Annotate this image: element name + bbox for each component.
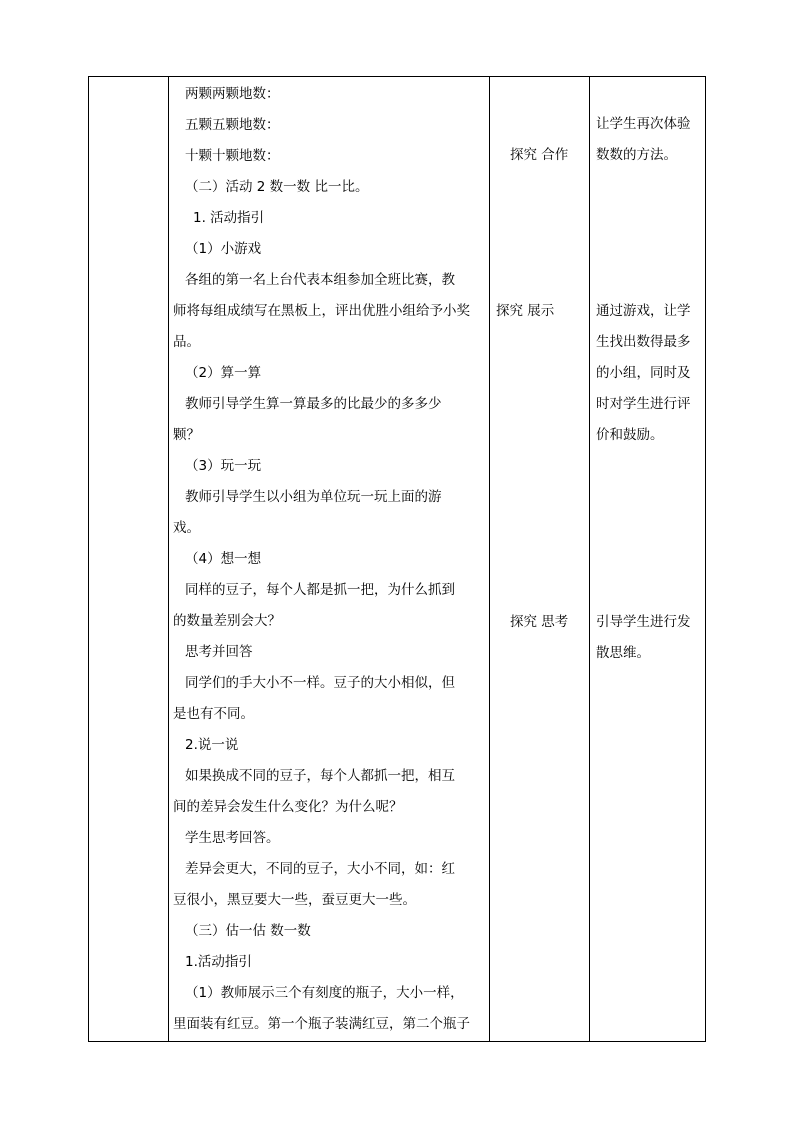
content-line: 思考并回答 <box>185 644 253 660</box>
content-line: 1. 活动指引 <box>193 210 265 226</box>
content-line: 两颗两颗地数： <box>185 86 280 102</box>
content-line: （1）小游戏 <box>185 241 262 257</box>
purpose-note-line: 时对学生进行评 <box>596 396 691 412</box>
content-line: 的数量差别会大？ <box>173 613 281 629</box>
method-label: 探究 思考 <box>510 614 569 630</box>
purpose-note-line: 通过游戏，让学 <box>596 303 691 319</box>
purpose-note-line: 价和鼓励。 <box>596 427 664 443</box>
content-line: 品。 <box>173 334 200 350</box>
content-line: 教师引导学生以小组为单位玩一玩上面的游 <box>185 489 442 505</box>
content-line: （1）教师展示三个有刻度的瓶子，大小一样， <box>185 985 464 1001</box>
purpose-note-line: 散思维。 <box>596 645 650 661</box>
content-line: （4）想一想 <box>185 551 262 567</box>
content-line: 是也有不同。 <box>173 706 254 722</box>
content-line: 差异会更大，不同的豆子，大小不同，如：红 <box>185 861 455 877</box>
purpose-note-line: 的小组，同时及 <box>596 365 691 381</box>
content-line: （2）算一算 <box>185 365 262 381</box>
content-line: 十颗十颗地数： <box>185 148 280 164</box>
content-line: 里面装有红豆。第一个瓶子装满红豆，第二个瓶子 <box>173 1016 470 1032</box>
content-line: （3）玩一玩 <box>185 458 262 474</box>
content-line: （三）估一估 数一数 <box>185 923 311 939</box>
method-label: 探究 展示 <box>496 303 555 319</box>
content-line: 各组的第一名上台代表本组参加全班比赛，教 <box>185 272 455 288</box>
content-line: （二）活动 2 数一数 比一比。 <box>185 179 369 195</box>
content-line: 学生思考回答。 <box>185 830 280 846</box>
purpose-note-line: 数数的方法。 <box>596 147 677 163</box>
content-line: 如果换成不同的豆子，每个人都抓一把，相互 <box>185 768 455 784</box>
content-line: 同学们的手大小不一样。豆子的大小相似，但 <box>185 675 455 691</box>
content-line: 教师引导学生算一算最多的比最少的多多少 <box>185 396 442 412</box>
content-line: 1.活动指引 <box>185 954 252 970</box>
purpose-column <box>590 77 707 1041</box>
content-column <box>173 77 487 1041</box>
method-column <box>490 77 589 1041</box>
content-line: 豆很小，黑豆要大一些，蚕豆更大一些。 <box>173 892 416 908</box>
content-line: 五颗五颗地数： <box>185 117 280 133</box>
purpose-note-line: 生找出数得最多 <box>596 334 691 350</box>
purpose-note-line: 引导学生进行发 <box>596 614 691 630</box>
content-line: 戏。 <box>173 520 200 536</box>
content-line: 颗？ <box>173 427 200 443</box>
content-line: 同样的豆子，每个人都是抓一把，为什么抓到 <box>185 582 455 598</box>
purpose-note-line: 让学生再次体验 <box>596 116 691 132</box>
content-line: 间的差异会发生什么变化？为什么呢？ <box>173 799 403 815</box>
lesson-table <box>88 76 706 1042</box>
content-line: 师将每组成绩写在黑板上，评出优胜小组给予小奖 <box>173 303 470 319</box>
content-line: 2.说一说 <box>185 737 239 753</box>
method-label: 探究 合作 <box>510 147 569 163</box>
left-blank-column <box>89 77 168 1041</box>
column-divider <box>168 77 169 1041</box>
